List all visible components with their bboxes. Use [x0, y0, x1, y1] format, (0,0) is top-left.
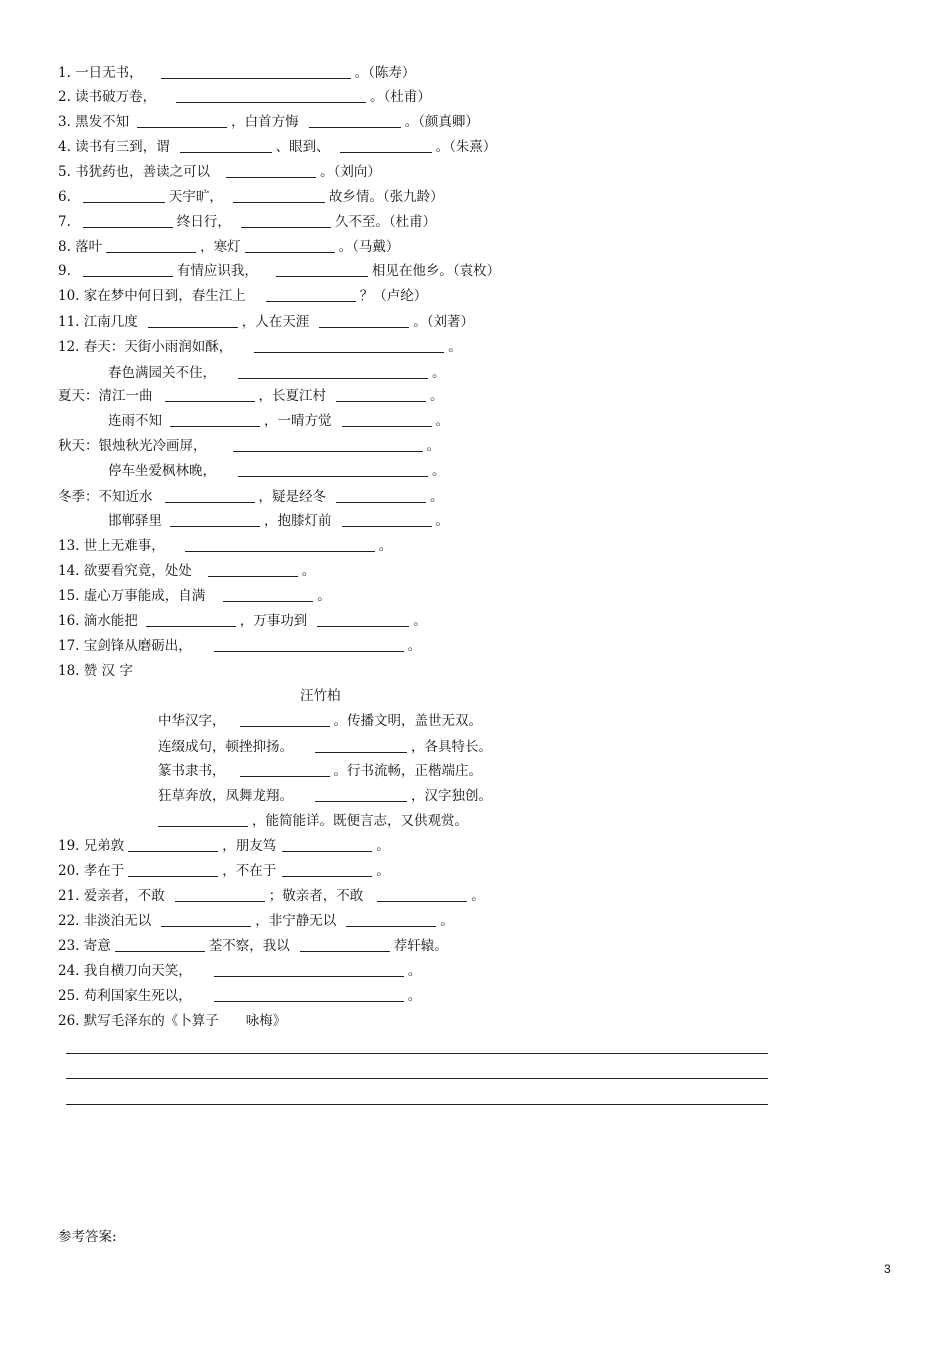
q4-blank-1[interactable]	[180, 138, 272, 153]
question-5	[58, 161, 381, 183]
q2-prompt: 2. 读书破万卷，	[58, 89, 157, 105]
question-20	[58, 860, 390, 882]
q12-summer-prompt-1: 夏天：清江一曲	[58, 388, 153, 404]
q18-blank-5[interactable]	[158, 812, 248, 827]
q3-blank-2[interactable]	[309, 113, 401, 128]
question-7	[58, 211, 436, 233]
q2-blank[interactable]	[176, 88, 366, 103]
question-9	[58, 260, 500, 282]
q7-middle: 终日行，	[176, 214, 231, 230]
q12-spring-prompt-1: 12. 春天：天街小雨润如酥，	[58, 339, 233, 355]
question-12-autumn-2	[108, 460, 446, 482]
q18-line-2	[158, 736, 492, 758]
q12-spring-blank-2[interactable]	[238, 364, 428, 379]
q19-middle: ，朋友笃	[222, 838, 277, 854]
q13-suffix: 。	[378, 538, 393, 554]
q23-suffix: 荐轩辕。	[393, 938, 448, 954]
question-12-winter-1	[58, 486, 444, 508]
q18-line-2-suffix: ，各具特长。	[411, 739, 492, 755]
q3-middle: ，白首方悔	[231, 114, 299, 130]
q12-winter-blank-4[interactable]	[342, 512, 432, 527]
q24-suffix: 。	[407, 963, 422, 979]
q5-suffix: 。（刘向）	[320, 164, 381, 180]
q16-suffix: 。	[413, 613, 427, 629]
q3-suffix: 。（颜真卿）	[404, 114, 479, 130]
q22-prompt: 22. 非淡泊无以	[58, 913, 152, 929]
q10-blank[interactable]	[266, 287, 356, 302]
q18-title: 18. 赞 汉 字	[58, 663, 133, 679]
q4-suffix: 。（朱熹）	[435, 139, 497, 155]
question-11	[58, 311, 474, 333]
q12-autumn-blank-2[interactable]	[238, 462, 428, 477]
question-3	[58, 111, 479, 133]
q12-spring-end-1: 。	[448, 339, 462, 355]
question-10	[58, 285, 427, 307]
q1-blank[interactable]	[161, 64, 351, 79]
question-12-summer-1	[58, 385, 444, 407]
q17-suffix: 。	[407, 638, 422, 654]
q6-prompt: 6.	[58, 189, 71, 205]
q13-blank[interactable]	[185, 537, 375, 552]
q12-autumn-blank-1[interactable]	[233, 437, 423, 452]
q10-prompt: 10. 家在梦中何日到，春生江上	[58, 288, 246, 304]
q12-summer-prompt-2: 连雨不知	[108, 413, 162, 429]
q11-middle: ，人在天涯	[241, 314, 310, 330]
q21-suffix: 。	[471, 888, 485, 904]
question-19	[58, 835, 390, 857]
q18-line-1-prompt: 中华汉字，	[158, 713, 226, 729]
q12-summer-blank-2[interactable]	[336, 387, 426, 402]
question-26	[58, 1010, 286, 1032]
q11-blank-1[interactable]	[148, 313, 238, 328]
q18-blank-3[interactable]	[240, 762, 330, 777]
q12-winter-middle-2: ，抱膝灯前	[264, 513, 332, 529]
q12-winter-blank-1[interactable]	[165, 488, 255, 503]
q19-blank-1[interactable]	[128, 837, 218, 852]
question-16	[58, 610, 427, 632]
question-8	[58, 236, 399, 258]
q12-winter-middle-1: ，疑是经冬	[258, 489, 326, 505]
q22-blank-2[interactable]	[346, 912, 436, 927]
q19-suffix: 。	[376, 838, 390, 854]
q12-autumn-end-2: 。	[432, 463, 446, 479]
q18-line-1-suffix: 。传播文明，盖世无双。	[333, 713, 482, 729]
q12-summer-blank-4[interactable]	[342, 412, 432, 427]
q26-answer-line-3[interactable]	[66, 1104, 768, 1105]
q18-blank-2[interactable]	[315, 738, 407, 753]
q4-middle: 、眼到、	[275, 139, 330, 155]
q16-prompt: 16. 滴水能把	[58, 613, 138, 629]
q6-suffix: 故乡情。（张九龄）	[328, 189, 444, 205]
q5-prompt: 5. 书犹药也，善读之可以	[58, 164, 211, 180]
q12-autumn-prompt-1: 秋天：银烛秋光冷画屏，	[58, 438, 207, 454]
q26-answer-line-1[interactable]	[66, 1053, 768, 1054]
q13-prompt: 13. 世上无难事，	[58, 538, 165, 554]
q12-autumn-end-1: 。	[426, 438, 440, 454]
q8-blank-2[interactable]	[245, 238, 335, 253]
q16-blank-1[interactable]	[146, 612, 236, 627]
q18-line-4-suffix: ，汉字独创。	[411, 788, 492, 804]
q11-suffix: 。（刘著）	[413, 314, 475, 330]
q15-blank[interactable]	[223, 587, 313, 602]
q12-winter-prompt-1: 冬季：不知近水	[58, 489, 153, 505]
q7-blank-2[interactable]	[241, 213, 331, 228]
q20-blank-2[interactable]	[282, 862, 372, 877]
q12-summer-end-1: 。	[430, 388, 444, 404]
q12-winter-end-2: 。	[435, 513, 449, 529]
q18-line-3-suffix: 。行书流畅，正楷端庄。	[333, 763, 482, 779]
answers-heading: 参考答案:	[58, 1229, 117, 1245]
question-15	[58, 585, 331, 607]
q18-line-3	[158, 760, 482, 782]
q12-winter-blank-3[interactable]	[170, 512, 260, 527]
q2-suffix: 。（杜甫）	[370, 89, 431, 105]
question-24	[58, 960, 421, 982]
q4-blank-2[interactable]	[340, 138, 432, 153]
q18-line-5-suffix: ，能简能详。既便言志，又供观赏。	[252, 813, 468, 829]
q9-blank-1[interactable]	[83, 262, 173, 277]
q21-blank-2[interactable]	[377, 887, 467, 902]
q25-prompt: 25. 苟利国家生死以，	[58, 988, 192, 1004]
q12-summer-blank-3[interactable]	[170, 412, 260, 427]
q14-suffix: 。	[301, 563, 316, 579]
q25-blank[interactable]	[214, 987, 404, 1002]
q5-blank[interactable]	[226, 163, 316, 178]
question-23	[58, 935, 448, 957]
question-17	[58, 635, 421, 657]
q12-spring-prompt-2: 春色满园关不住，	[108, 365, 216, 381]
q18-line-4	[158, 785, 492, 807]
question-13	[58, 535, 392, 557]
q9-suffix: 相见在他乡。（袁枚）	[371, 263, 501, 279]
q7-prompt: 7.	[58, 214, 71, 230]
q21-prompt: 21. 爱亲者，不敢	[58, 888, 165, 904]
q17-blank[interactable]	[214, 637, 404, 652]
q21-middle: ；敬亲者，不敢	[268, 888, 364, 904]
q18-blank-1[interactable]	[240, 712, 330, 727]
q18-blank-4[interactable]	[315, 787, 407, 802]
q20-blank-1[interactable]	[128, 862, 218, 877]
q12-spring-blank-1[interactable]	[254, 338, 444, 353]
q12-summer-middle-1: ，长夏江村	[258, 388, 326, 404]
q20-prompt: 20. 孝在于	[58, 863, 125, 879]
q26-prompt: 26. 默写毛泽东的《卜算子 咏梅》	[58, 1013, 287, 1029]
q22-suffix: 。	[440, 913, 454, 929]
q18-line-1	[158, 710, 482, 732]
q26-answer-line-2[interactable]	[66, 1078, 768, 1079]
q18-line-3-prompt: 篆书隶书，	[158, 763, 226, 779]
q7-suffix: 久不至。（杜甫）	[334, 214, 437, 230]
q18-line-2-prompt: 连缀成句，顿挫抑扬。	[158, 739, 293, 755]
q12-autumn-prompt-2: 停车坐爱枫林晚，	[108, 463, 216, 479]
q23-prompt: 23. 寄意	[58, 938, 111, 954]
question-4	[58, 136, 496, 158]
q19-prompt: 19. 兄弟敦	[58, 838, 125, 854]
q3-blank-1[interactable]	[137, 113, 227, 128]
question-12-summer-2	[108, 410, 449, 432]
q25-suffix: 。	[407, 988, 422, 1004]
q20-middle: ，不在于	[222, 863, 277, 879]
q20-suffix: 。	[376, 863, 390, 879]
q16-blank-2[interactable]	[317, 612, 409, 627]
q9-prompt: 9.	[58, 263, 71, 279]
question-18-title	[58, 660, 133, 682]
question-21	[58, 885, 485, 907]
q12-winter-end-1: 。	[430, 489, 444, 505]
q22-blank-1[interactable]	[161, 912, 251, 927]
q24-prompt: 24. 我自横刀向天笑，	[58, 963, 192, 979]
q17-prompt: 17. 宝剑锋从磨砺出，	[58, 638, 192, 654]
question-25	[58, 985, 421, 1007]
q12-spring-end-2: 。	[432, 365, 446, 381]
question-12-winter-2	[108, 510, 449, 532]
q6-blank-1[interactable]	[83, 188, 165, 203]
q8-suffix: 。（马戴）	[338, 239, 400, 255]
q18-line-5	[158, 810, 468, 832]
q15-suffix: 。	[317, 588, 331, 604]
q4-prompt: 4. 读书有三到，谓	[58, 139, 170, 155]
q6-middle: 天宇旷，	[168, 189, 223, 205]
question-22	[58, 910, 454, 932]
q11-prompt: 11. 江南几度	[58, 314, 138, 330]
q8-middle: ，寒灯	[200, 239, 241, 255]
question-12-spring-2	[108, 362, 446, 384]
q15-prompt: 15. 虚心万事能成，自满	[58, 588, 206, 604]
q22-middle: ，非宁静无以	[255, 913, 337, 929]
q21-blank-1[interactable]	[175, 887, 265, 902]
q12-winter-prompt-2: 邯郸驿里	[108, 513, 162, 529]
q18-author: 汪竹柏	[300, 688, 341, 704]
q23-middle: 荃不察，我以	[208, 938, 290, 954]
q9-middle: 有情应识我，	[176, 263, 258, 279]
q12-winter-blank-2[interactable]	[336, 488, 426, 503]
q6-blank-2[interactable]	[233, 188, 325, 203]
question-12-spring-1	[58, 336, 462, 358]
q10-suffix: ？（卢纶）	[359, 288, 428, 304]
q18-line-4-prompt: 狂草奔放，凤舞龙翔。	[158, 788, 293, 804]
q12-summer-blank-1[interactable]	[165, 387, 255, 402]
question-6	[58, 186, 444, 208]
q11-blank-2[interactable]	[319, 313, 409, 328]
q3-prompt: 3. 黑发不知	[58, 114, 130, 130]
q8-prompt: 8. 落叶	[58, 239, 103, 255]
q24-blank[interactable]	[214, 962, 404, 977]
question-1	[58, 62, 415, 84]
q1-suffix: 。（陈寿）	[354, 65, 416, 81]
q19-blank-2[interactable]	[282, 837, 372, 852]
q1-prompt: 1. 一日无书，	[58, 65, 143, 81]
q16-middle: ，万事功到	[239, 613, 308, 629]
q12-summer-end-2: 。	[435, 413, 449, 429]
q23-blank-1[interactable]	[115, 937, 205, 952]
q12-summer-middle-2: ，一晴方觉	[264, 413, 332, 429]
q23-blank-2[interactable]	[300, 937, 390, 952]
page-number: 3	[884, 1262, 891, 1276]
question-14	[58, 560, 315, 582]
question-2	[58, 86, 431, 108]
q14-prompt: 14. 欲要看究竟，处处	[58, 563, 192, 579]
q14-blank[interactable]	[208, 562, 298, 577]
q7-blank-1[interactable]	[83, 213, 173, 228]
q9-blank-2[interactable]	[276, 262, 368, 277]
q8-blank-1[interactable]	[106, 238, 196, 253]
question-12-autumn-1	[58, 435, 440, 457]
